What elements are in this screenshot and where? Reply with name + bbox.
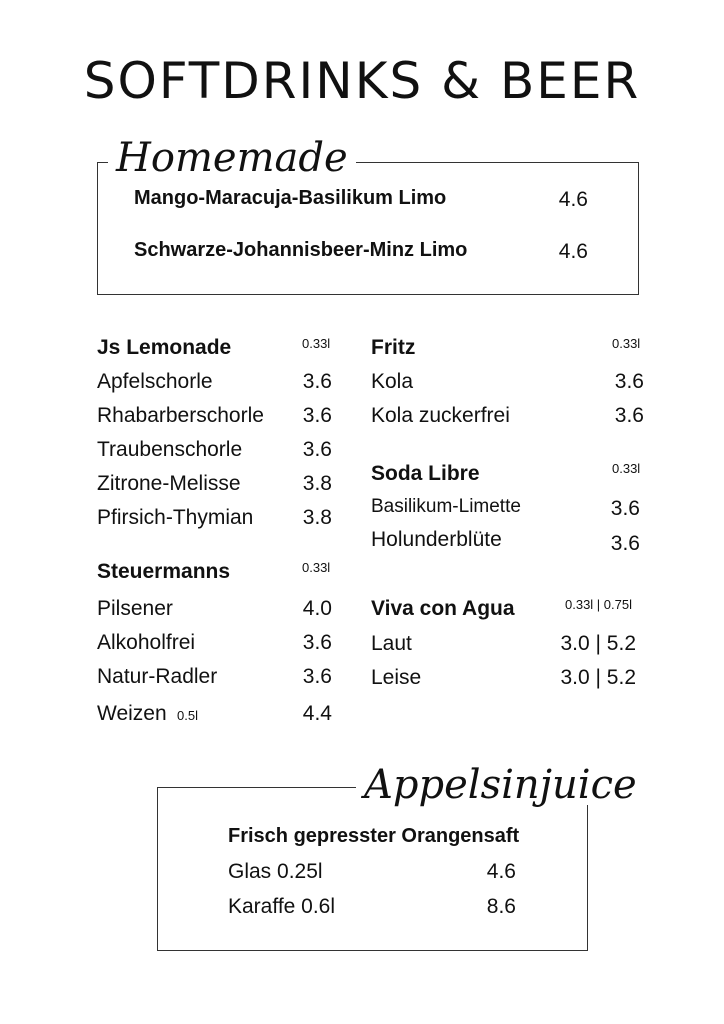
list-item-name: Kola zuckerfrei [371,404,510,427]
list-item-price: 3.6 [610,532,640,555]
list-item-name: Basilikum-Limette [371,496,521,517]
homemade-item-name: Schwarze-Johannisbeer-Minz Limo [134,239,468,261]
list-item-size-note: 0.5l [177,708,198,723]
list-item-price: 3.6 [302,665,332,688]
viva-heading: Viva con Agua [371,597,515,620]
homemade-item-price: 4.6 [558,188,588,211]
homemade-box [97,162,639,295]
juice-item-price: 8.6 [486,895,516,918]
steuermanns-heading: Steuermanns [97,560,231,583]
homemade-item-price: 4.6 [558,240,588,263]
list-item-price: 3.8 [302,472,332,495]
list-item-price: 4.4 [302,702,332,725]
list-item-price: 3.6 [302,631,332,654]
list-item-price: 3.6 [302,438,332,461]
juice-item-name: Glas 0.25l [228,860,323,883]
list-item-price: 4.0 [302,597,332,620]
list-item-price: 3.8 [302,506,332,529]
list-item-price: 3.6 [302,404,332,427]
homemade-label: Homemade [108,138,356,178]
homemade-item-name: Mango-Maracuja-Basilikum Limo [134,187,447,209]
juice-label: Appelsinjuice [356,765,645,805]
steuermanns-size: 0.33l [302,560,331,575]
list-item-price: 3.0 | 5.2 [560,666,636,689]
list-item-name: Rhabarberschorle [97,404,264,427]
juice-item-name: Karaffe 0.6l [228,895,336,918]
fritz-heading: Fritz [371,336,416,359]
viva-size: 0.33l | 0.75l [565,597,632,612]
list-item-price: 3.6 [614,370,644,393]
list-item-name: Pilsener [97,597,173,620]
list-item-name: Holunderblüte [371,528,502,551]
list-item-name: Laut [371,632,412,655]
list-item-name: Alkoholfrei [97,631,196,654]
list-item-price: 3.6 [302,370,332,393]
list-item-name: Kola [371,370,414,393]
list-item-name: Natur-Radler [97,665,218,688]
soda-libre-heading: Soda Libre [371,462,480,485]
js-lemonade-size: 0.33l [302,336,331,351]
list-item-price: 3.6 [610,497,640,520]
soda-libre-size: 0.33l [612,461,641,476]
list-item-price: 3.6 [614,404,644,427]
juice-heading: Frisch gepresster Orangensaft [228,825,520,847]
fritz-size: 0.33l [612,336,641,351]
list-item-name: Weizen [97,702,167,725]
list-item-price: 3.0 | 5.2 [560,632,636,655]
juice-box [157,787,588,951]
list-item-name: Pfirsich-Thymian [97,506,254,529]
js-lemonade-heading: Js Lemonade [97,336,232,359]
list-item-name: Zitrone-Melisse [97,472,241,495]
page-title: SOFTDRINKS & BEER [83,52,641,110]
list-item-name: Leise [371,666,422,689]
list-item-name: Apfelschorle [97,370,213,393]
juice-item-price: 4.6 [486,860,516,883]
list-item-name: Traubenschorle [97,438,243,461]
